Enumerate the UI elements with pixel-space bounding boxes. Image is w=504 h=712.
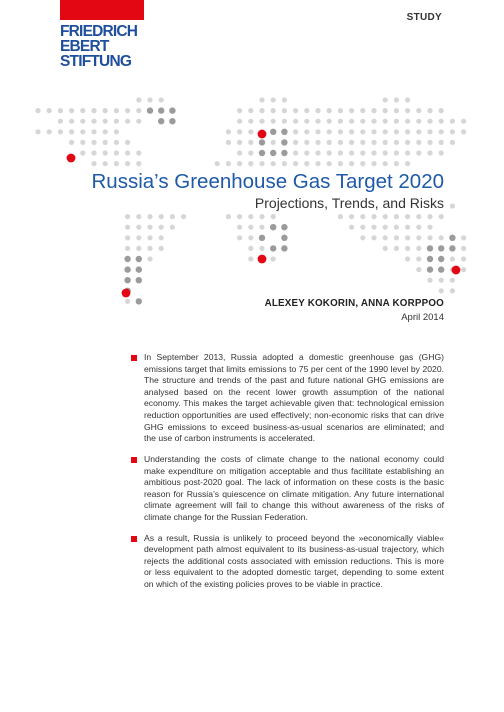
map-dot xyxy=(371,235,376,240)
map-dot xyxy=(439,119,444,124)
map-dot xyxy=(147,256,152,261)
map-dot xyxy=(114,108,119,113)
map-dot xyxy=(349,108,354,113)
map-dot xyxy=(394,246,399,251)
map-dot-dark xyxy=(259,139,265,145)
map-dot xyxy=(259,246,264,251)
map-dot xyxy=(383,140,388,145)
summary-bullets xyxy=(130,352,444,600)
map-dot xyxy=(349,214,354,219)
bullet-marker-icon xyxy=(131,355,137,361)
map-dot xyxy=(383,235,388,240)
map-dot xyxy=(427,119,432,124)
map-dot xyxy=(394,97,399,102)
map-dot xyxy=(114,140,119,145)
map-dot xyxy=(394,119,399,124)
map-dot xyxy=(416,214,421,219)
map-dot-dark xyxy=(147,107,153,113)
map-dot xyxy=(371,129,376,134)
map-dot-dark xyxy=(158,118,164,124)
map-dot xyxy=(427,108,432,113)
map-dot xyxy=(125,246,130,251)
map-dot-dark xyxy=(438,266,444,272)
map-dot xyxy=(360,140,365,145)
map-dot-dark xyxy=(270,245,276,251)
map-dot xyxy=(259,225,264,230)
map-dot xyxy=(125,108,130,113)
map-dot xyxy=(248,214,253,219)
map-dot xyxy=(125,235,130,240)
map-dot xyxy=(349,119,354,124)
logo-line-1: FRIEDRICH xyxy=(60,23,138,40)
map-dot-highlight xyxy=(67,154,76,163)
map-dot xyxy=(360,235,365,240)
map-dot xyxy=(349,161,354,166)
map-dot xyxy=(405,140,410,145)
map-dot xyxy=(80,150,85,155)
map-dot xyxy=(338,140,343,145)
map-dot xyxy=(248,129,253,134)
map-dot xyxy=(147,225,152,230)
map-dot xyxy=(91,150,96,155)
map-dot-dark xyxy=(449,245,455,251)
map-dot xyxy=(248,108,253,113)
map-dot xyxy=(282,161,287,166)
map-dot xyxy=(427,214,432,219)
map-dot-dark xyxy=(124,277,130,283)
publication-date: April 2014 xyxy=(401,312,444,323)
map-dot xyxy=(304,161,309,166)
map-dot xyxy=(416,267,421,272)
map-dot xyxy=(338,119,343,124)
map-dot xyxy=(103,108,108,113)
map-dot xyxy=(315,140,320,145)
map-dot xyxy=(226,214,231,219)
map-dot xyxy=(237,214,242,219)
map-dot xyxy=(271,214,276,219)
map-dot xyxy=(35,129,40,134)
map-dot xyxy=(47,108,52,113)
map-dot xyxy=(271,256,276,261)
map-dot xyxy=(293,150,298,155)
map-dot xyxy=(439,278,444,283)
map-dot xyxy=(383,161,388,166)
map-dot xyxy=(439,288,444,293)
map-dot xyxy=(450,140,455,145)
map-dot xyxy=(405,119,410,124)
map-dot xyxy=(103,140,108,145)
map-dot xyxy=(439,214,444,219)
map-dot xyxy=(271,161,276,166)
map-dot xyxy=(338,129,343,134)
map-dot xyxy=(58,108,63,113)
map-dot xyxy=(159,225,164,230)
map-dot-dark xyxy=(438,256,444,262)
map-dot xyxy=(371,225,376,230)
map-dot xyxy=(371,140,376,145)
map-dot xyxy=(304,129,309,134)
map-dot xyxy=(147,246,152,251)
map-dot xyxy=(427,278,432,283)
map-dot xyxy=(293,140,298,145)
bullet-text: Understanding the costs of climate change to the national economy could make expenditure on mitigation acceptable and thus facilitate establishing an ambitious post-2020 goal. The lack of information on these costs is the basic reason for Russia’s quiescence on climate mitigation. Any future international climate agreement will fail to change this without awareness of the risks of climate change for the Russian Federation. xyxy=(144,453,444,522)
map-dot xyxy=(259,119,264,124)
map-dot xyxy=(405,108,410,113)
page-title: Russia’s Greenhouse Gas Target 2020 xyxy=(91,170,444,193)
map-dot xyxy=(91,108,96,113)
map-dot xyxy=(394,129,399,134)
map-dot-dark xyxy=(169,118,175,124)
map-dot xyxy=(371,150,376,155)
map-dot xyxy=(327,161,332,166)
map-dot xyxy=(248,246,253,251)
map-dot xyxy=(427,225,432,230)
map-dot xyxy=(159,97,164,102)
map-dot xyxy=(35,108,40,113)
map-dot xyxy=(461,246,466,251)
map-dot xyxy=(226,140,231,145)
map-dot xyxy=(338,150,343,155)
map-dot-dark xyxy=(136,277,142,283)
map-dot xyxy=(136,225,141,230)
map-dot xyxy=(327,150,332,155)
map-dot xyxy=(114,129,119,134)
map-dot xyxy=(315,129,320,134)
map-dot-dark xyxy=(270,224,276,230)
map-dot xyxy=(394,214,399,219)
map-dot xyxy=(293,129,298,134)
map-dot xyxy=(416,119,421,124)
map-dot xyxy=(405,97,410,102)
map-dot xyxy=(416,256,421,261)
map-dot xyxy=(91,119,96,124)
map-dot xyxy=(293,108,298,113)
map-dot xyxy=(259,214,264,219)
map-dot xyxy=(248,161,253,166)
map-dot xyxy=(282,97,287,102)
map-dot xyxy=(349,150,354,155)
map-dot xyxy=(416,108,421,113)
map-dot xyxy=(181,214,186,219)
map-dot xyxy=(450,288,455,293)
map-dot xyxy=(315,161,320,166)
map-dot-dark xyxy=(270,129,276,135)
map-dot xyxy=(248,140,253,145)
map-dot xyxy=(383,97,388,102)
map-dot-dark xyxy=(281,235,287,241)
map-dot xyxy=(338,108,343,113)
map-dot xyxy=(360,119,365,124)
map-dot xyxy=(282,119,287,124)
map-dot xyxy=(450,129,455,134)
map-dot xyxy=(416,246,421,251)
map-dot xyxy=(315,150,320,155)
map-dot xyxy=(405,235,410,240)
map-dot xyxy=(338,214,343,219)
map-dot xyxy=(405,225,410,230)
map-dot xyxy=(170,214,175,219)
map-dot xyxy=(136,246,141,251)
map-dot xyxy=(259,108,264,113)
map-dot xyxy=(237,150,242,155)
map-dot-highlight xyxy=(452,266,461,275)
map-dot xyxy=(416,140,421,145)
map-dot-dark xyxy=(427,256,433,262)
map-dot xyxy=(315,119,320,124)
map-dot xyxy=(315,108,320,113)
bullet-marker-icon xyxy=(131,457,137,463)
map-dot xyxy=(371,119,376,124)
map-dot xyxy=(237,129,242,134)
map-dot xyxy=(248,225,253,230)
map-dot xyxy=(248,235,253,240)
bullet-marker-icon xyxy=(131,536,137,542)
map-dot xyxy=(282,108,287,113)
map-dot xyxy=(327,108,332,113)
map-dot-dark xyxy=(136,256,142,262)
map-dot xyxy=(439,108,444,113)
map-dot xyxy=(136,235,141,240)
map-dot xyxy=(125,140,130,145)
map-dot xyxy=(271,97,276,102)
map-dot xyxy=(450,203,455,208)
map-dot xyxy=(58,119,63,124)
map-dot-dark xyxy=(281,129,287,135)
map-dot xyxy=(394,235,399,240)
map-dot xyxy=(360,108,365,113)
map-dot-dark xyxy=(136,266,142,272)
map-dot xyxy=(170,225,175,230)
map-dot-dark xyxy=(281,224,287,230)
map-dot xyxy=(405,161,410,166)
map-dot xyxy=(461,129,466,134)
map-dot xyxy=(416,150,421,155)
map-dot xyxy=(125,214,130,219)
map-dot xyxy=(125,150,130,155)
map-dot xyxy=(215,161,220,166)
map-dot xyxy=(159,235,164,240)
bullet-text: As a result, Russia is unlikely to proceed beyond the »economically viable« development path almost equivalent to its business-as-usual trajectory, which rejects the additional costs associated with emission reductions. This is more or less equivalent to the adopted domestic target, depending to some extent on which of the existing policies proves to be viable in practice. xyxy=(144,532,444,590)
map-dot xyxy=(80,140,85,145)
summary-bullet xyxy=(130,352,444,445)
map-dot xyxy=(58,129,63,134)
map-dot xyxy=(427,150,432,155)
map-dot xyxy=(248,150,253,155)
map-dot xyxy=(383,150,388,155)
map-dot-dark xyxy=(270,150,276,156)
map-dot xyxy=(439,129,444,134)
map-dot xyxy=(327,129,332,134)
map-dot xyxy=(147,214,152,219)
map-dot xyxy=(327,119,332,124)
map-dot xyxy=(147,235,152,240)
map-dot-dark xyxy=(124,266,130,272)
map-dot xyxy=(349,129,354,134)
map-dot xyxy=(383,108,388,113)
map-dot xyxy=(461,119,466,124)
map-dot xyxy=(371,108,376,113)
map-dot xyxy=(91,161,96,166)
map-dot xyxy=(147,97,152,102)
map-dot xyxy=(293,161,298,166)
map-dot xyxy=(383,119,388,124)
map-dot xyxy=(416,129,421,134)
map-dot-dark xyxy=(449,235,455,241)
map-dot xyxy=(360,150,365,155)
map-dot xyxy=(159,246,164,251)
map-dot-dark xyxy=(281,150,287,156)
map-dot xyxy=(383,129,388,134)
map-dot xyxy=(360,225,365,230)
map-dot-dark xyxy=(281,139,287,145)
map-dot xyxy=(103,150,108,155)
summary-bullet xyxy=(130,533,444,591)
map-dot xyxy=(461,235,466,240)
map-dot xyxy=(69,129,74,134)
logo-line-3: STIFTUNG xyxy=(60,53,132,70)
map-dot xyxy=(394,161,399,166)
map-dot xyxy=(259,97,264,102)
map-dot xyxy=(304,108,309,113)
map-dot-highlight xyxy=(258,255,267,264)
map-dot xyxy=(136,119,141,124)
map-dot xyxy=(114,150,119,155)
map-dot xyxy=(394,150,399,155)
map-dot-dark xyxy=(427,266,433,272)
map-dot xyxy=(439,235,444,240)
map-dot xyxy=(125,161,130,166)
map-dot xyxy=(237,140,242,145)
map-dot xyxy=(80,119,85,124)
map-dot xyxy=(427,235,432,240)
map-dot xyxy=(136,97,141,102)
map-dot xyxy=(91,140,96,145)
map-dot xyxy=(304,119,309,124)
map-dot xyxy=(427,140,432,145)
map-dot xyxy=(136,161,141,166)
map-dot xyxy=(125,119,130,124)
map-dot xyxy=(114,119,119,124)
map-dot xyxy=(136,108,141,113)
map-dot-highlight xyxy=(258,130,267,139)
authors: ALEXEY KOKORIN, ANNA KORPPOO xyxy=(264,298,444,309)
bullet-text: In September 2013, Russia adopted a domestic greenhouse gas (GHG) emissions target that limits emissions to 75 per cent of the 1990 level by 2020. The structure and trends of the past and future national GHG emissions are analysed based on the recent lower growth assumption of the national economy. This makes the target achievable given that: technological emission reduction opportunities are used effectively; non-economic risks that can drive GHG emissions to exceed business-as-usual scenarios are eliminated; and the use of carbon instruments is accelerated. xyxy=(144,352,444,444)
map-dot xyxy=(271,119,276,124)
map-dot xyxy=(349,140,354,145)
map-dot xyxy=(371,161,376,166)
map-dot xyxy=(405,214,410,219)
map-dot xyxy=(439,150,444,155)
map-dot xyxy=(360,129,365,134)
map-dot xyxy=(349,225,354,230)
map-dot-dark xyxy=(259,150,265,156)
map-dot xyxy=(383,225,388,230)
map-dot-dark xyxy=(438,245,444,251)
map-dot xyxy=(293,119,298,124)
map-dot xyxy=(91,129,96,134)
map-dot xyxy=(371,214,376,219)
map-dot xyxy=(103,119,108,124)
map-dot-dark xyxy=(259,235,265,241)
map-dot xyxy=(237,119,242,124)
map-dot xyxy=(69,108,74,113)
map-dot xyxy=(450,256,455,261)
map-dot xyxy=(450,119,455,124)
map-dot xyxy=(237,235,242,240)
map-dot xyxy=(439,140,444,145)
map-dot-dark xyxy=(281,245,287,251)
map-dot xyxy=(248,256,253,261)
map-dot xyxy=(136,150,141,155)
map-dot xyxy=(69,140,74,145)
map-dot xyxy=(405,256,410,261)
map-dot xyxy=(80,129,85,134)
map-dot xyxy=(114,161,119,166)
logo-line-2: EBERT xyxy=(60,38,109,55)
map-dot-dark xyxy=(158,107,164,113)
map-dot xyxy=(80,108,85,113)
map-dot xyxy=(360,214,365,219)
map-dot-dark xyxy=(427,245,433,251)
map-dot xyxy=(103,129,108,134)
map-dot xyxy=(394,140,399,145)
map-dot xyxy=(461,256,466,261)
map-dot xyxy=(338,161,343,166)
map-dot-highlight xyxy=(122,289,131,298)
map-dot xyxy=(450,278,455,283)
map-dot xyxy=(360,161,365,166)
map-dot xyxy=(461,267,466,272)
map-dot xyxy=(394,108,399,113)
map-dot xyxy=(237,225,242,230)
map-dot xyxy=(248,119,253,124)
map-dot xyxy=(327,140,332,145)
map-dot xyxy=(427,129,432,134)
map-dot xyxy=(271,108,276,113)
map-dot xyxy=(271,140,276,145)
map-dot xyxy=(416,235,421,240)
map-dot xyxy=(103,161,108,166)
map-dot xyxy=(226,129,231,134)
map-dot xyxy=(383,214,388,219)
map-dot xyxy=(69,119,74,124)
map-dot xyxy=(405,129,410,134)
map-dot xyxy=(47,129,52,134)
map-dot xyxy=(259,161,264,166)
map-dot xyxy=(226,161,231,166)
map-dot xyxy=(125,225,130,230)
map-dot xyxy=(383,246,388,251)
map-dot xyxy=(159,214,164,219)
map-dot xyxy=(136,214,141,219)
study-label: STUDY xyxy=(406,12,442,23)
summary-bullet xyxy=(130,454,444,524)
map-dot xyxy=(394,225,399,230)
map-dot xyxy=(405,246,410,251)
map-dot xyxy=(237,161,242,166)
map-dot xyxy=(237,108,242,113)
map-dot xyxy=(405,150,410,155)
map-dot-dark xyxy=(124,256,130,262)
map-dot xyxy=(416,225,421,230)
map-dot-dark xyxy=(169,107,175,113)
map-dot xyxy=(304,150,309,155)
page-subtitle: Projections, Trends, and Risks xyxy=(254,195,444,211)
map-dot xyxy=(304,140,309,145)
